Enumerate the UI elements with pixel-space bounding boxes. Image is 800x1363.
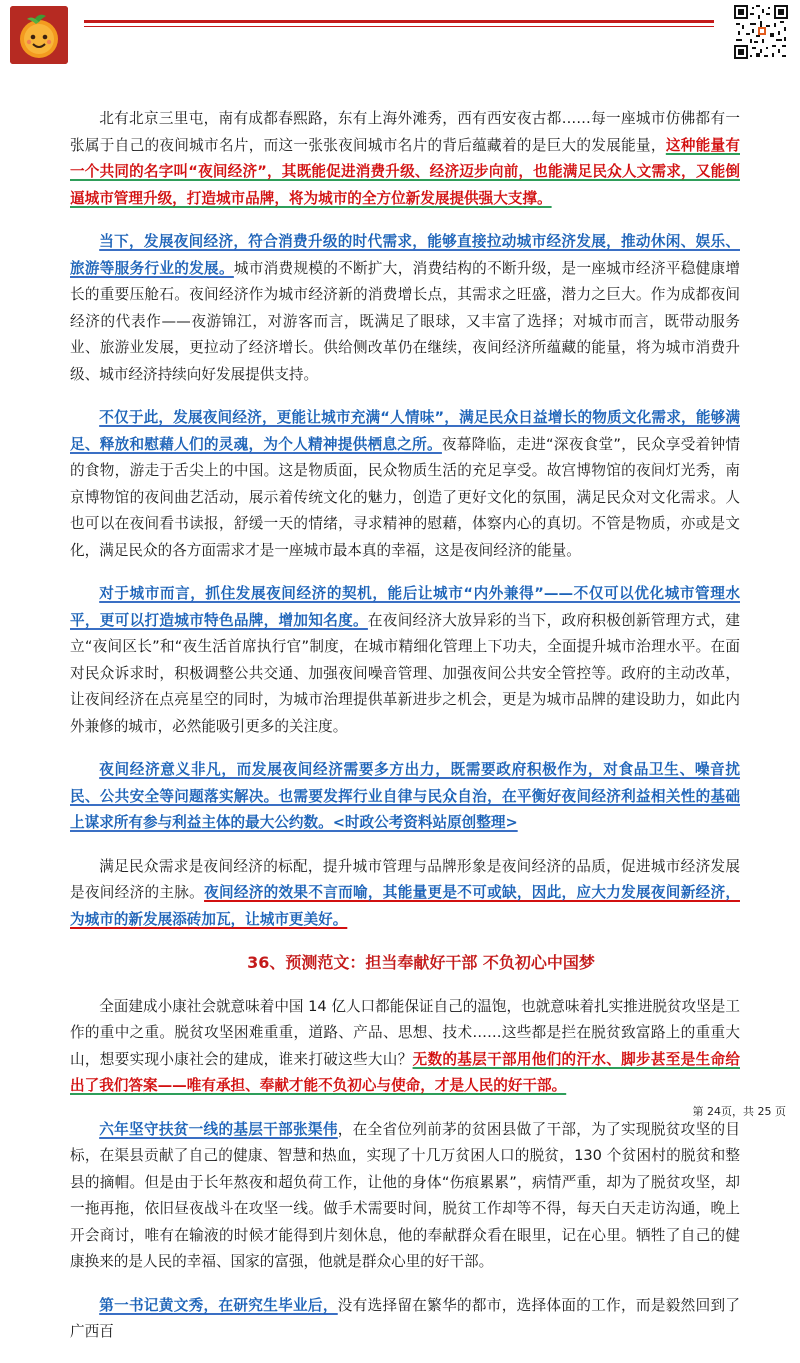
paragraph-6-highlight: 夜间经济的效果不言而喻，其能量更是不可或缺，因此，应大力发展夜间新经济，为城市的新发展添砖加瓦，让城市更美好。	[70, 884, 740, 928]
paragraph-3-highlight: 不仅于此，发展夜间经济，更能让城市充满“人情味”，满足民众日益增长的物质文化需求，能够满足、释放和慰藉人们的灵魂，为个人精神提供栖息之所。	[70, 409, 740, 453]
orange-mascot-logo-icon	[10, 6, 68, 64]
paragraph-9-text: 没有选择留在繁华的都市，选择体面的工作，而是毅然回到了广西百	[70, 1296, 740, 1340]
page-number: 第 24页，共 25 页	[692, 1105, 786, 1118]
paragraph-7-highlight: 无数的基层干部用他们的汗水、脚步甚至是生命给出了我们答案——唯有承担、奉献才能不负初心与使命，才是人民的好干部。	[70, 1050, 740, 1094]
paragraph-2	[70, 229, 740, 388]
paragraph-2-text: 城市消费规模的不断扩大，消费结构的不断升级，是一座城市经济平稳健康增长的重要压舱石。夜间经济作为城市经济新的消费增长点，其需求之旺盛，潜力之巨大。作为成都夜间经济的代表作——夜游锦江，对游客而言，既满足了眼球，又丰富了选择；对城市而言，既带动服务业、旅游业发展，更拉动了经济增长。供给侧改革仍在继续，夜间经济所蕴藏的能量，将为城市消费升级、城市经济持续向好发展提供支持。	[70, 259, 740, 383]
paragraph-5-highlight: 夜间经济意义非凡，而发展夜间经济需要多方出力，既需要政府积极作为，对食品卫生、噪音扰民、公共安全等问题落实解决。也需要发挥行业自律与民众自治，在平衡好夜间经济利益相关性的基础上谋求所有参与利益主体的最大公约数。<时政公考资料站原创整理>	[70, 761, 740, 831]
paragraph-1	[70, 106, 740, 212]
paragraph-4-highlight: 对于城市而言，抓住发展夜间经济的契机，能后让城市“内外兼得”——不仅可以优化城市管理水平，更可以打造城市特色品牌，增加知名度。	[70, 585, 740, 629]
header-rule	[84, 20, 714, 23]
paragraph-5	[70, 757, 740, 837]
section-title: 36、预测范文：担当奉献好干部 不负初心中国梦	[247, 953, 595, 972]
paragraph-1-text: 北有北京三里屯，南有成都春熙路，东有上海外滩秀，西有西安夜古都……每一座城市仿佛都有一张属于自己的夜间城市名片，而这一张张夜间城市名片的背后蕴藏着的是巨大的发展能量，	[70, 110, 740, 154]
header-rule-thin	[84, 26, 714, 27]
paragraph-6-text: 满足民众需求是夜间经济的标配，提升城市管理与品牌形象是夜间经济的品质，促进城市经济发展是夜间经济的主脉。	[70, 857, 740, 901]
paragraph-3-text: 夜幕降临，走进“深夜食堂”，民众享受着钟情的食物，游走于舌尖上的中国。这是物质面，民众物质生活的充足享受。故宫博物馆的夜间灯光秀，南京博物馆的夜间曲艺活动，展示着传统文化的魅力，创造了更好文化的氛围，满足民众对文化需求。人也可以在夜间看书读报，舒缓一天的情绪，寻求精神的慰藉，体察内心的真切。不管是物质，亦或是文化，满足民众的各方面需求才是一座城市最本真的幸福，这是夜间经济的能量。	[70, 435, 740, 559]
paragraph-8-highlight: 六年坚守扶贫一线的基层干部张渠伟	[99, 1120, 338, 1138]
qr-code-icon	[734, 5, 788, 59]
paragraph-7-text: 全面建成小康社会就意味着中国 14 亿人口都能保证自己的温饱，也就意味着扎实推进脱贫攻坚是工作的重中之重。脱贫攻坚困难重重，道路、产品、思想、技术……这些都是拦在脱贫致富路上的重重大山，想要实现小康社会的建成，谁来打破这些大山？	[70, 997, 740, 1068]
document-body	[70, 106, 740, 1363]
paragraph-3	[70, 405, 740, 564]
paragraph-2-highlight: 当下，发展夜间经济，符合消费升级的时代需求，能够直接拉动城市经济发展，推动休闲、娱乐、旅游等服务行业的发展。	[70, 233, 740, 277]
paragraph-9	[70, 1293, 740, 1346]
paragraph-6	[70, 854, 740, 934]
paragraph-7	[70, 994, 740, 1100]
paragraph-8-text: ，在全省位列前茅的贫困县做了干部，为了实现脱贫攻坚的目标，在渠县贡献了自己的健康、智慧和热血，实现了十几万贫困人口的脱贫，130 个贫困村的脱贫和整县的摘帽。但是由于长年熬夜和超负荷工作，让他的身体“伤痕累累”，病情严重，却为了脱贫攻坚，却一拖再拖，依旧昼夜战斗在攻坚一线。做手术需要时间，脱贫工作却等不得，每天白天走访沟通，晚上开会商讨，唯有在输液的时候才能得到片刻休息，他的奉献群众看在眼里，记在心里。牺牲了自己的健康换来的是人民的幸福、国家的富强，他就是群众心里的好干部。	[70, 1120, 740, 1270]
paragraph-8	[70, 1117, 740, 1276]
paragraph-4-text: 在夜间经济大放异彩的当下，政府积极创新管理方式，建立“夜间区长”和“夜生活首席执行官”制度，在城市精细化管理上下功夫，全面提升城市治理水平。在面对民众诉求时，积极调整公共交通、加强夜间噪音管理、加强夜间公共安全管控等。政府的主动改革，让夜间经济在点亮星空的同时，为城市治理提供革新进步之机会，更是为城市品牌的建设助力，如此内外兼修的城市，必然能吸引更多的关注度。	[70, 611, 740, 735]
paragraph-1-highlight: 这种能量有一个共同的名字叫“夜间经济”，其既能促进消费升级、经济迈步向前，也能满足民众人文需求，又能倒逼城市管理升级，打造城市品牌，将为城市的全方位新发展提供强大支撑。	[70, 136, 740, 207]
paragraph-4	[70, 581, 740, 740]
page-header	[0, 0, 800, 70]
paragraph-9-highlight: 第一书记黄文秀，在研究生毕业后，	[99, 1296, 338, 1314]
